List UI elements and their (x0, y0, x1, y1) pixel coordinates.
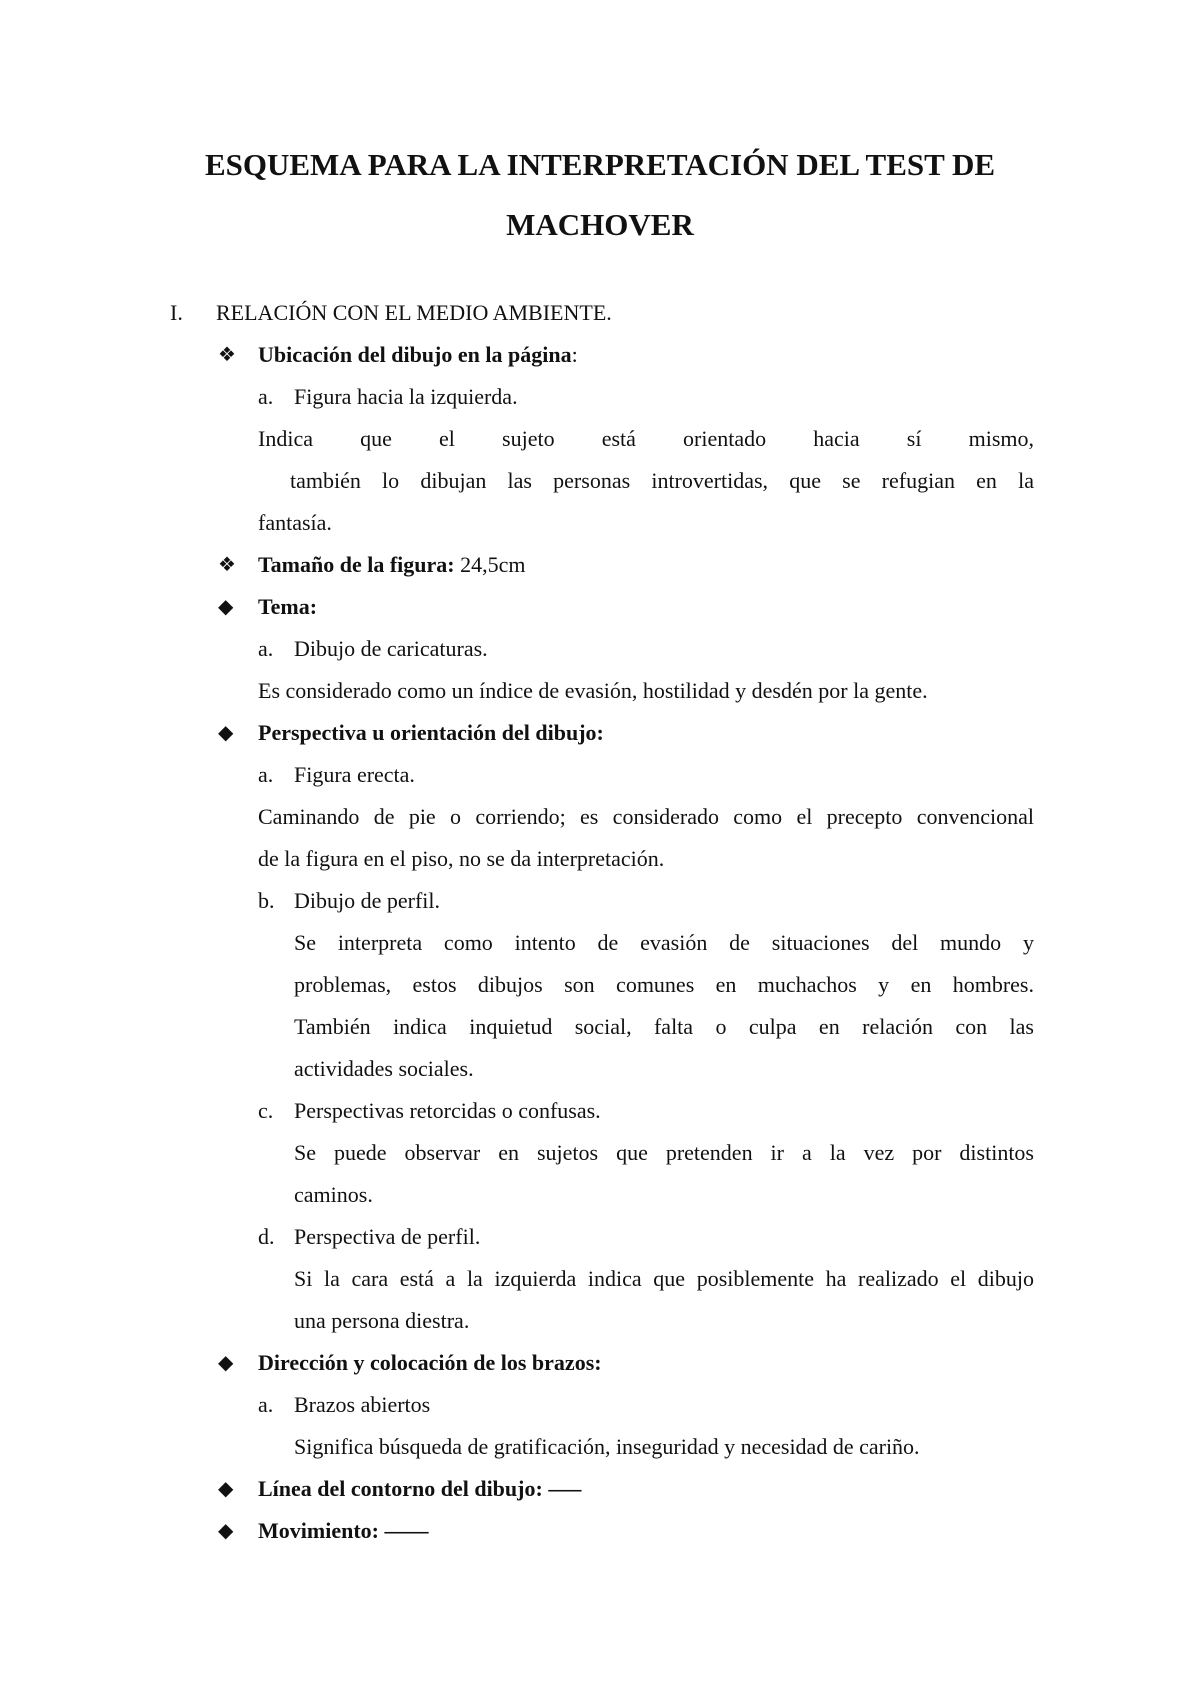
bullet-value: –––– (378, 1518, 429, 1543)
list-item (0, 754, 1200, 796)
paragraph-line (0, 838, 1200, 880)
diamond-bullet-icon: ◆ (218, 722, 234, 744)
paragraph-text: también lo dibujan las personas introvertidas, que se refugian en la (290, 468, 1034, 493)
section-label: RELACIÓN CON EL MEDIO AMBIENTE. (216, 300, 612, 325)
bullet-perspectiva (0, 712, 1200, 754)
list-text: Perspectivas retorcidas o confusas. (294, 1098, 601, 1123)
list-text: Brazos abiertos (294, 1392, 431, 1417)
section-heading (0, 292, 1200, 334)
bullet-ubicacion (0, 334, 1200, 376)
paragraph-text: Se interpreta como intento de evasión de situaciones del mundo y (294, 930, 1034, 955)
title-line-1: ESQUEMA PARA LA INTERPRETACIÓN DEL TEST DE (204, 147, 996, 182)
bullet-value: ––– (542, 1476, 582, 1501)
list-text: Figura erecta. (294, 762, 415, 787)
diamond-bullet-icon: ◆ (218, 1352, 234, 1374)
paragraph-text: También indica inquietud social, falta o culpa en relación con las (294, 1014, 1034, 1039)
list-item (0, 376, 1200, 418)
bullet-brazos (0, 1342, 1200, 1384)
bullet-movimiento (0, 1510, 1200, 1552)
paragraph-line (0, 1006, 1200, 1048)
paragraph-line (0, 1174, 1200, 1216)
paragraph-text: fantasía. (258, 510, 332, 535)
diamond-bullet-icon: ◆ (218, 596, 234, 618)
paragraph-text: una persona diestra. (294, 1308, 470, 1333)
paragraph-text: de la figura en el piso, no se da interpretación. (258, 846, 665, 871)
bullet-tamano (0, 544, 1200, 586)
bullet-heading: Dirección y colocación de los brazos: (258, 1350, 602, 1375)
paragraph-text: Indica que el sujeto está orientado hacia sí mismo, (258, 426, 1034, 451)
paragraph-line (0, 922, 1200, 964)
list-label: a. (258, 636, 274, 661)
section-number: I. (170, 300, 183, 325)
paragraph-line (0, 460, 1200, 502)
list-item (0, 1216, 1200, 1258)
bullet-value: 24,5cm (454, 552, 526, 577)
paragraph-line (0, 796, 1200, 838)
bullet-contorno (0, 1468, 1200, 1510)
paragraph-text: Es considerado como un índice de evasión, hostilidad y desdén por la gente. (258, 678, 928, 703)
bullet-heading: Ubicación del dibujo en la página (258, 342, 572, 367)
list-text: Dibujo de caricaturas. (294, 636, 488, 661)
list-item (0, 1384, 1200, 1426)
paragraph-line (0, 1300, 1200, 1342)
hollow-diamond-bullet-icon: ❖ (218, 554, 236, 576)
list-text: Dibujo de perfil. (294, 888, 441, 913)
paragraph-line (0, 1132, 1200, 1174)
title-line-2: MACHOVER (506, 207, 694, 242)
paragraph-text: Si la cara está a la izquierda indica que posiblemente ha realizado el dibujo (294, 1266, 1034, 1291)
list-text: Perspectiva de perfil. (294, 1224, 481, 1249)
bullet-heading: Tema: (258, 594, 318, 619)
list-label: a. (258, 384, 274, 409)
list-item (0, 880, 1200, 922)
bullet-heading: Línea del contorno del dibujo: (258, 1476, 543, 1501)
list-label: b. (258, 888, 275, 913)
bullet-heading: Perspectiva u orientación del dibujo: (258, 720, 604, 745)
hollow-diamond-bullet-icon: ❖ (218, 344, 236, 366)
list-item (0, 628, 1200, 670)
paragraph-text: problemas, estos dibujos son comunes en muchachos y en hombres. (294, 972, 1034, 997)
document-body (0, 292, 1200, 1552)
paragraph-line (0, 964, 1200, 1006)
paragraph-text: Significa búsqueda de gratificación, inseguridad y necesidad de cariño. (294, 1434, 920, 1459)
list-label: a. (258, 762, 274, 787)
list-label: c. (258, 1098, 274, 1123)
list-label: a. (258, 1392, 274, 1417)
paragraph-text: Se puede observar en sujetos que pretenden ir a la vez por distintos (294, 1140, 1034, 1165)
paragraph-text: caminos. (294, 1182, 373, 1207)
diamond-bullet-icon: ◆ (218, 1520, 234, 1542)
paragraph-text: Caminando de pie o corriendo; es considerado como el precepto convencional (258, 804, 1034, 829)
paragraph-text: actividades sociales. (294, 1056, 474, 1081)
paragraph-line (0, 1048, 1200, 1090)
paragraph-line (0, 670, 1200, 712)
document-title (100, 135, 1100, 255)
bullet-tema (0, 586, 1200, 628)
list-item (0, 1090, 1200, 1132)
list-text: Figura hacia la izquierda. (294, 384, 518, 409)
paragraph-line (0, 502, 1200, 544)
paragraph-line (0, 1426, 1200, 1468)
bullet-suffix: : (571, 342, 578, 367)
paragraph-line (0, 1258, 1200, 1300)
list-label: d. (258, 1224, 275, 1249)
bullet-heading: Tamaño de la figura: (258, 552, 455, 577)
diamond-bullet-icon: ◆ (218, 1478, 234, 1500)
bullet-heading: Movimiento: (258, 1518, 379, 1543)
paragraph-line (0, 418, 1200, 460)
